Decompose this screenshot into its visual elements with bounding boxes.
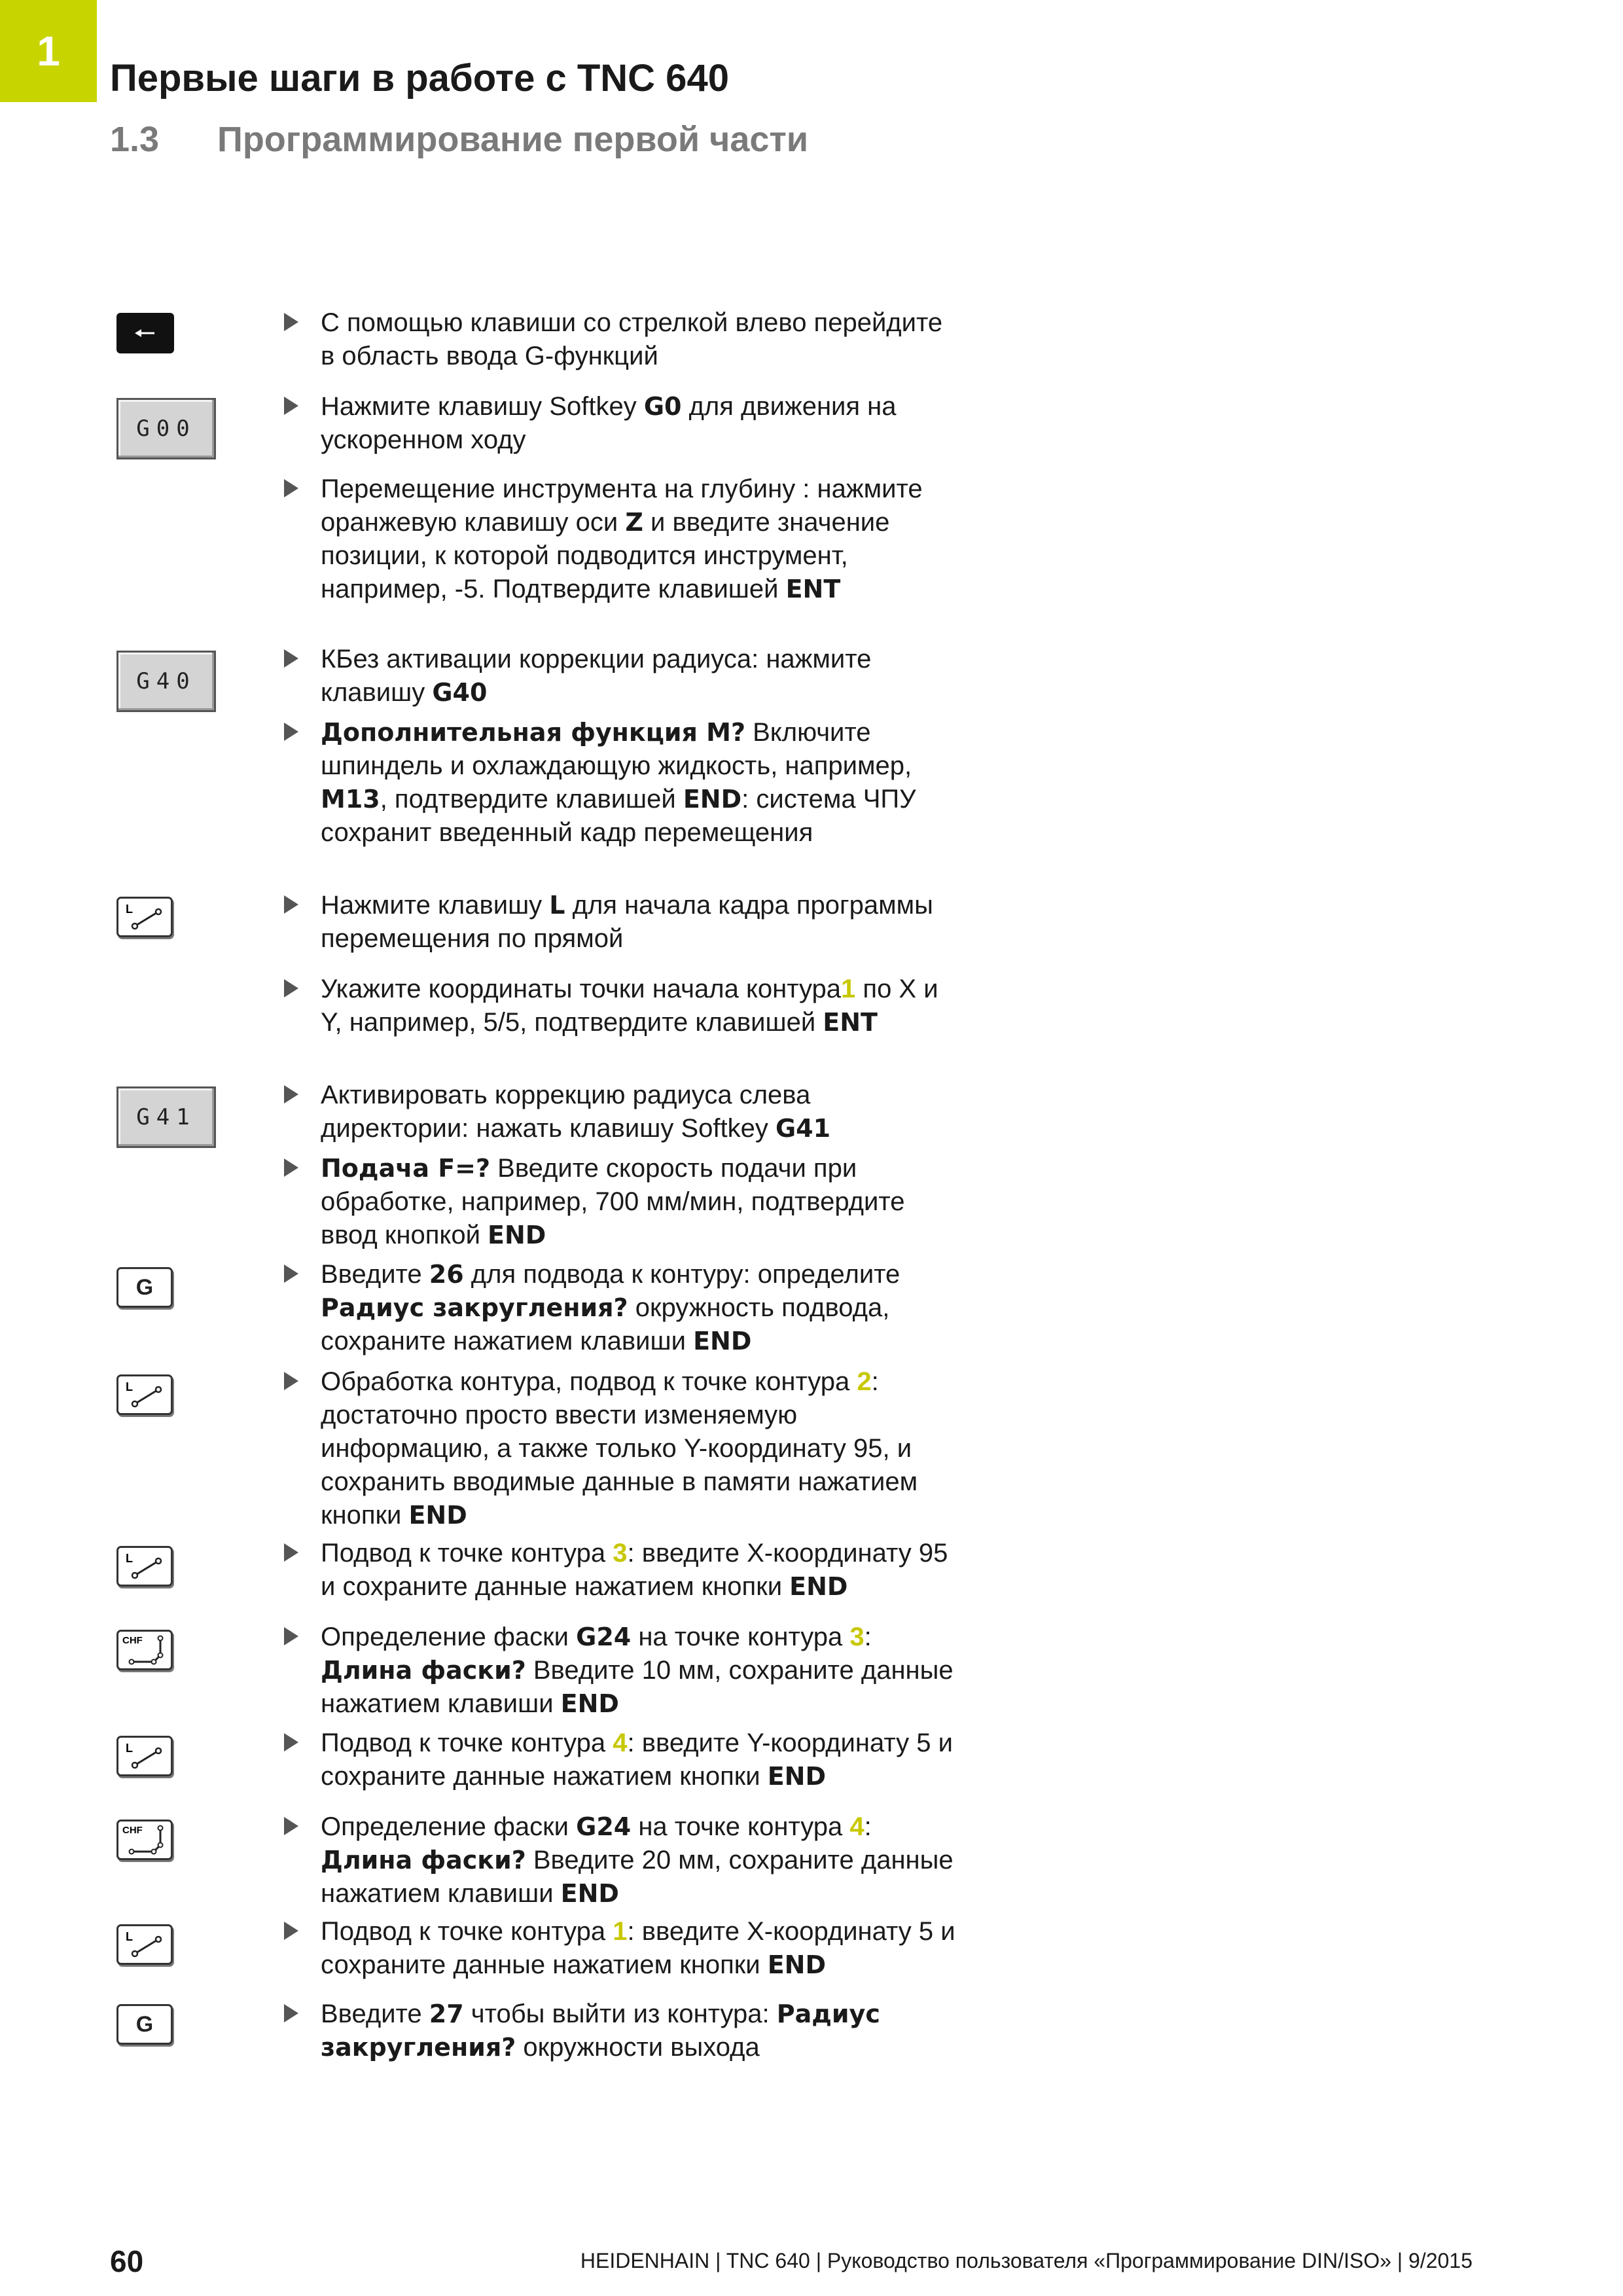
instruction-text (321, 1621, 955, 1721)
instruction-text (321, 1079, 955, 1145)
line-path-icon (122, 1551, 168, 1582)
key-term: 27 (429, 2000, 464, 2028)
g-key-icon (116, 2004, 173, 2045)
line-key-icon (116, 897, 173, 937)
instruction-text-run: , подтвердите клавишей (380, 785, 683, 814)
footer-text: HEIDENHAIN | TNC 640 | Руководство пользователя «Программирование DIN/ISO» | 9/2015 (580, 2249, 1472, 2272)
instruction-text (321, 473, 955, 606)
instruction-text-run: Введите (321, 1260, 429, 1289)
bullet-triangle-icon (284, 1543, 298, 1562)
contour-point-number: 1 (841, 975, 856, 1003)
line-path-icon (122, 1929, 168, 1960)
instruction-text-run: : введите X-координату 5 и сохраните данные нажатием кнопки (321, 1917, 955, 1979)
key-term: Радиус закругления? (321, 1293, 628, 1322)
instruction-text (321, 1152, 955, 1252)
contour-point-number: 2 (857, 1367, 872, 1396)
line-key-letter: L (126, 903, 133, 916)
instruction-text (321, 1365, 955, 1532)
instruction-text-run: по X и Y, например, 5/5, подтвердите клавишей (321, 975, 938, 1037)
contour-point-number: 4 (613, 1729, 628, 1757)
page-number: 60 (110, 2244, 144, 2278)
bullet-triangle-icon (284, 723, 298, 741)
section-title: Программирование первой части (217, 120, 809, 159)
chamfer-key-icon (116, 1820, 173, 1860)
instruction-text (321, 306, 955, 373)
chapter-title: Первые шаги в работе с TNC 640 (110, 57, 729, 99)
instruction-text-run: С помощью клавиши со стрелкой влево перейдите в область ввода G-функций (321, 308, 943, 370)
key-term: Подача F=? (321, 1154, 491, 1183)
instruction-text (321, 1810, 955, 1910)
chapter-number-tab: 1 (0, 0, 97, 102)
key-term: Z (625, 508, 643, 537)
instruction-text-run: Включите шпиндель и охлаждающую жидкость, например, (321, 718, 912, 780)
instruction-text-run: Введите 20 мм, сохраните данные нажатием клавиши (321, 1846, 954, 1908)
arrow-left-icon (132, 327, 158, 340)
softkey-g40: G40 (116, 651, 216, 712)
bullet-triangle-icon (284, 1265, 298, 1283)
g-key-icon (116, 1267, 173, 1308)
chamfer-key-label: CHF (122, 1635, 143, 1646)
instruction-text-run: Активировать коррекцию радиуса слева директории: нажать клавишу Softkey (321, 1081, 811, 1143)
key-term: END (693, 1327, 752, 1355)
key-term: ENT (823, 1008, 878, 1037)
instruction-text-run: Подвод к точке контура (321, 1729, 613, 1757)
instruction-text-run: чтобы выйти из контура: (463, 2000, 777, 2028)
key-term: Дополнительная функция M? (321, 718, 746, 747)
instruction-text (321, 889, 955, 956)
instruction-text-run: Введите скорость подачи при обработке, например, 700 мм/мин, подтвердите ввод кнопкой (321, 1154, 905, 1249)
line-path-icon (122, 1740, 168, 1772)
bullet-triangle-icon (284, 979, 298, 997)
bullet-triangle-icon (284, 479, 298, 497)
key-term: L (549, 891, 565, 920)
instruction-text (321, 643, 955, 709)
bullet-triangle-icon (284, 895, 298, 914)
line-path-icon (122, 1379, 168, 1410)
line-key-letter: L (126, 1742, 133, 1755)
instruction-text-run: для подвода к контуру: определите (463, 1260, 901, 1289)
bullet-triangle-icon (284, 1922, 298, 1940)
instruction-text (321, 1258, 955, 1358)
key-term: G40 (432, 678, 488, 707)
line-key-icon (116, 1736, 173, 1776)
bullet-triangle-icon (284, 1627, 298, 1645)
line-path-icon (122, 901, 168, 933)
instruction-text-run: Введите 10 мм, сохраните данные нажатием клавиши (321, 1656, 954, 1718)
instruction-text-run: для начала кадра программы перемещения по прямой (321, 891, 933, 953)
key-term: Радиус закругления? (321, 2000, 880, 2062)
instruction-text-run: на точке контура (631, 1812, 850, 1841)
instruction-text (321, 1727, 955, 1793)
key-term: Длина фаски? (321, 1846, 526, 1874)
key-term: END (767, 1762, 827, 1791)
key-term: END (560, 1879, 619, 1908)
instruction-text-run: Подвод к точке контура (321, 1917, 613, 1946)
instruction-text-run: Введите (321, 2000, 429, 2028)
instruction-text (321, 1537, 955, 1604)
contour-point-number: 3 (849, 1623, 865, 1651)
instruction-text-run: Перемещение инструмента на глубину : нажмите оранжевую клавишу оси (321, 475, 923, 537)
bullet-triangle-icon (284, 2004, 298, 2022)
arrow-left-key-icon (116, 313, 174, 353)
key-term: END (789, 1572, 848, 1601)
instruction-text-run: и введите значение позиции, к которой подводится инструмент, например, -5. Подтвердите клавишей (321, 508, 890, 603)
bullet-triangle-icon (284, 1817, 298, 1835)
instruction-text-run: Подвод к точке контура (321, 1539, 613, 1568)
softkey-g00: G00 (116, 398, 216, 459)
line-key-letter: L (126, 1930, 133, 1943)
key-term: G24 (576, 1623, 632, 1651)
instruction-text (321, 973, 955, 1039)
key-term: G24 (576, 1812, 632, 1841)
bullet-triangle-icon (284, 1085, 298, 1103)
line-key-letter: L (126, 1380, 133, 1393)
instruction-text-run: Определение фаски (321, 1812, 577, 1841)
instruction-text-run: Определение фаски (321, 1623, 577, 1651)
instruction-text-run: окружность подвода, сохраните нажатием клавиши (321, 1293, 890, 1355)
instruction-text (321, 1915, 955, 1982)
instruction-text-run: Обработка контура, подвод к точке контура (321, 1367, 857, 1396)
instruction-text-run: : достаточно просто ввести изменяемую информацию, а также только Y-координату 95, и сохранить вводимые данные в памяти нажатием кнопки (321, 1367, 918, 1530)
instruction-text-run: : система ЧПУ сохранит введенный кадр перемещения (321, 785, 916, 847)
g-key-label: G (135, 2011, 154, 2037)
instruction-text (321, 716, 955, 850)
instruction-text-run: для движения на ускоренном ходу (321, 392, 897, 454)
contour-point-number: 1 (613, 1917, 628, 1946)
bullet-triangle-icon (284, 649, 298, 668)
chamfer-path-icon (121, 1823, 168, 1857)
key-term: M13 (321, 785, 380, 814)
bullet-triangle-icon (284, 1158, 298, 1177)
instruction-text-run: : введите X-координату 95 и сохраните данные нажатием кнопки (321, 1539, 948, 1601)
instruction-text-run: Нажмите клавишу Softkey (321, 392, 644, 421)
softkey-g41: G41 (116, 1086, 216, 1148)
key-term: END (488, 1221, 546, 1249)
key-term: END (408, 1501, 467, 1530)
contour-point-number: 3 (613, 1539, 628, 1568)
key-term: END (560, 1689, 619, 1718)
instruction-text-run: на точке контура (631, 1623, 850, 1651)
line-key-letter: L (126, 1552, 133, 1565)
key-term: Длина фаски? (321, 1656, 526, 1685)
line-key-icon (116, 1374, 173, 1415)
section-number: 1.3 (110, 120, 160, 159)
chamfer-path-icon (121, 1633, 168, 1667)
bullet-triangle-icon (284, 313, 298, 331)
key-term: G41 (775, 1114, 831, 1143)
contour-point-number: 4 (849, 1812, 865, 1841)
instruction-text-run: Нажмите клавишу (321, 891, 550, 920)
chamfer-key-label: CHF (122, 1825, 143, 1836)
instruction-text-run: окружности выхода (516, 2033, 760, 2062)
instruction-text-run: : введите Y-координату 5 и сохраните данные нажатием кнопки (321, 1729, 953, 1791)
instruction-text-run: : (864, 1623, 872, 1651)
chamfer-key-icon (116, 1630, 173, 1670)
bullet-triangle-icon (284, 397, 298, 415)
key-term: ENT (785, 575, 841, 603)
line-key-icon (116, 1924, 173, 1965)
instruction-text-run: КБез активации коррекции радиуса: нажмите клавишу (321, 645, 872, 707)
key-term: END (767, 1950, 827, 1979)
key-term: G0 (643, 392, 682, 421)
bullet-triangle-icon (284, 1372, 298, 1390)
instruction-text-run: : (864, 1812, 872, 1841)
line-key-icon (116, 1546, 173, 1587)
g-key-label: G (135, 1274, 154, 1300)
key-term: 26 (429, 1260, 464, 1289)
instruction-text-run: Укажите координаты точки начала контура (321, 975, 842, 1003)
section-heading (110, 119, 808, 160)
key-term: END (683, 785, 742, 814)
instruction-text (321, 390, 955, 457)
bullet-triangle-icon (284, 1733, 298, 1751)
instruction-text (321, 1998, 955, 2064)
